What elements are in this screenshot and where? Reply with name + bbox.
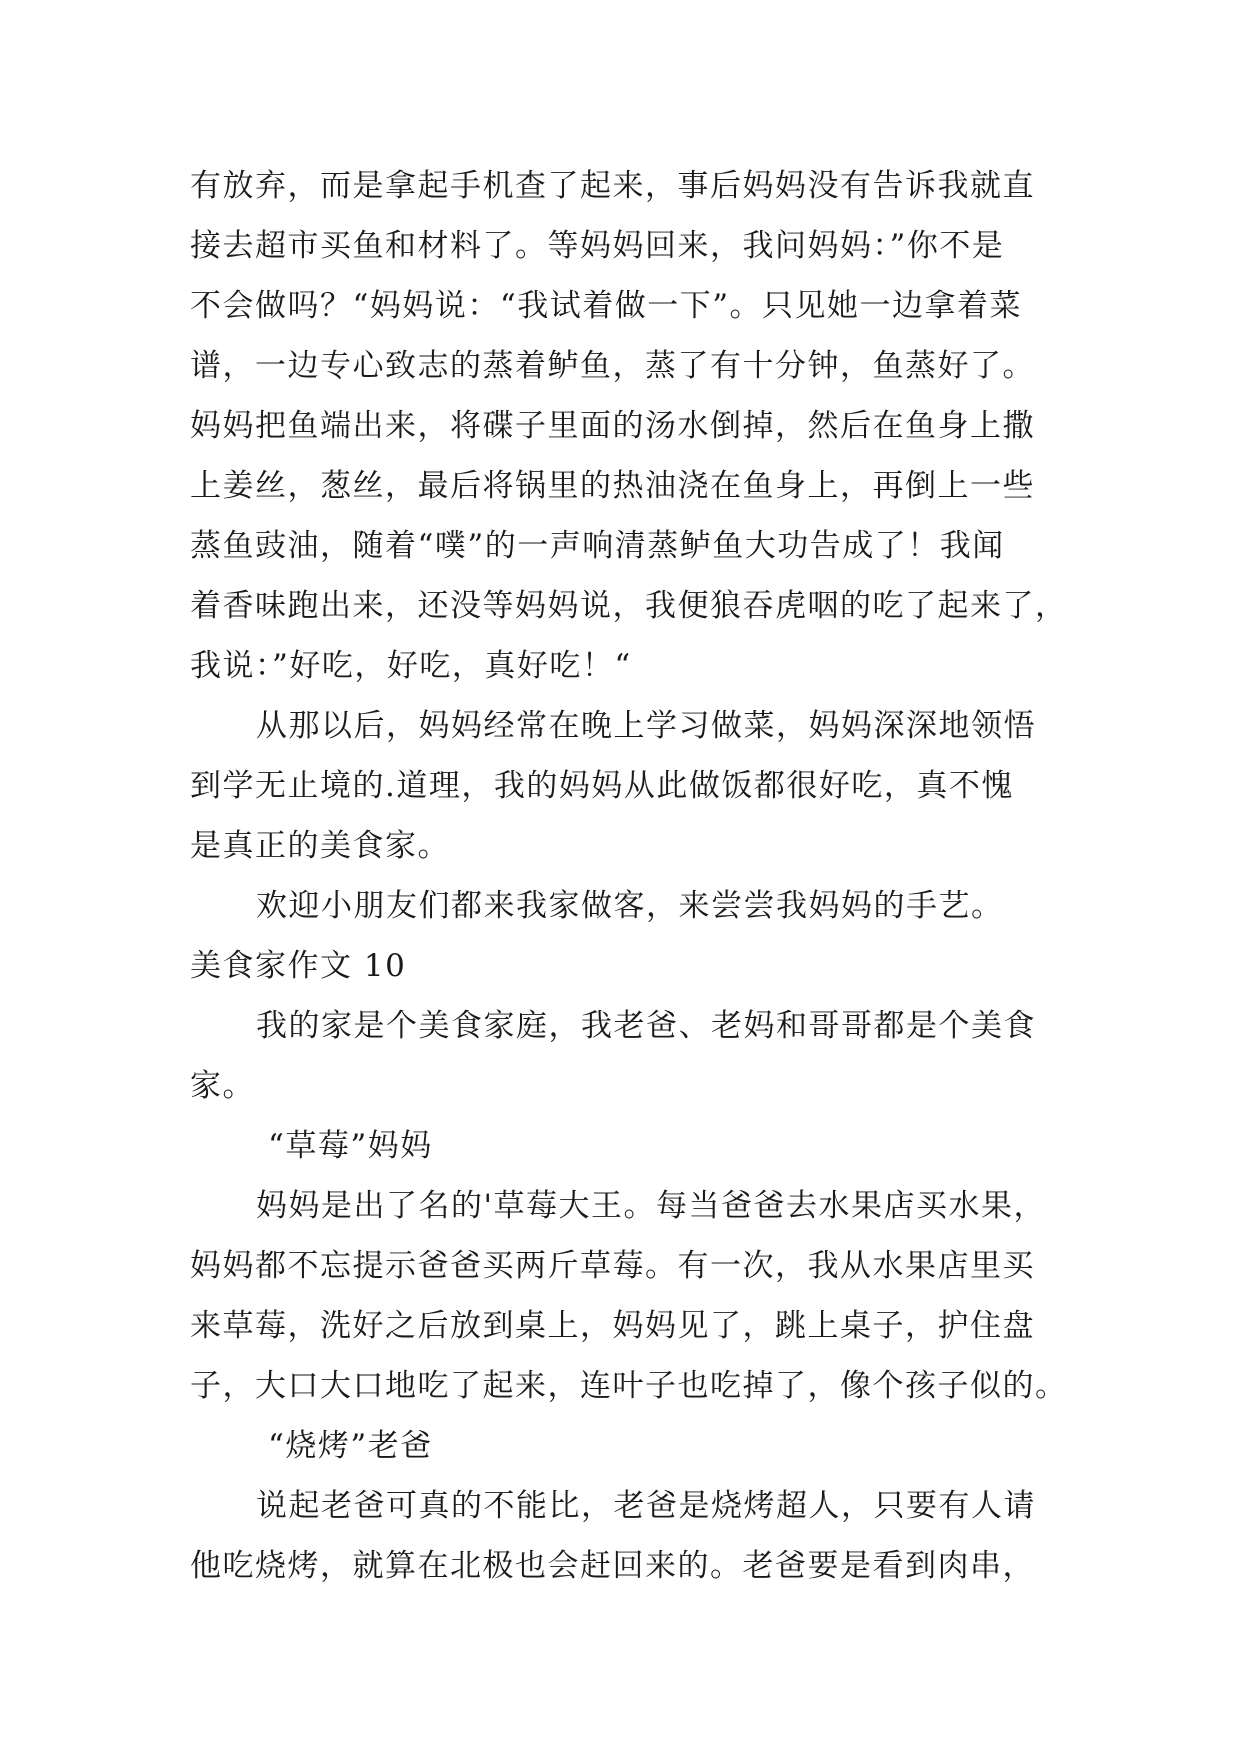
subheading: “草莓”妈妈 bbox=[268, 1128, 433, 1164]
paragraph-start: 从那以后，妈妈经常在晚上学习做菜，妈妈深深地领悟 bbox=[256, 708, 1036, 744]
text-line: 家。 bbox=[190, 1068, 255, 1104]
text-line: 接去超市买鱼和材料了。等妈妈回来，我问妈妈：”你不是 bbox=[190, 228, 1005, 264]
text-line: 有放弃，而是拿起手机查了起来，事后妈妈没有告诉我就直 bbox=[190, 168, 1035, 204]
text-line: 是真正的美食家。 bbox=[190, 828, 450, 864]
text-line: 子，大口大口地吃了起来，连叶子也吃掉了，像个孩子似的。 bbox=[190, 1368, 1068, 1404]
text-line: 谱，一边专心致志的蒸着鲈鱼，蒸了有十分钟，鱼蒸好了。 bbox=[190, 348, 1035, 384]
text-line: 不会做吗？“妈妈说：“我试着做一下”。只见她一边拿着菜 bbox=[190, 288, 1023, 324]
paragraph-start: 说起老爸可真的不能比，老爸是烧烤超人，只要有人请 bbox=[256, 1488, 1036, 1524]
document-body bbox=[190, 156, 1070, 1596]
text-line: 我说：”好吃，好吃，真好吃！“ bbox=[190, 648, 632, 684]
paragraph-start: 欢迎小朋友们都来我家做客，来尝尝我妈妈的手艺。 bbox=[256, 888, 1004, 924]
text-line: 他吃烧烤，就算在北极也会赶回来的。老爸要是看到肉串， bbox=[190, 1548, 1035, 1584]
subheading: “烧烤”老爸 bbox=[268, 1428, 433, 1464]
text-line: 到学无止境的.道理，我的妈妈从此做饭都很好吃，真不愧 bbox=[190, 768, 1014, 804]
text-line: 妈妈都不忘提示爸爸买两斤草莓。有一次，我从水果店里买 bbox=[190, 1248, 1035, 1284]
section-heading: 美食家作文 10 bbox=[190, 948, 407, 984]
text-line: 上姜丝，葱丝，最后将锅里的热油浇在鱼身上，再倒上一些 bbox=[190, 468, 1035, 504]
text-line: 妈妈把鱼端出来，将碟子里面的汤水倒掉，然后在鱼身上撒 bbox=[190, 408, 1035, 444]
paragraph-start: 我的家是个美食家庭，我老爸、老妈和哥哥都是个美食 bbox=[256, 1008, 1036, 1044]
text-line: 着香味跑出来，还没等妈妈说，我便狼吞虎咽的吃了起来了， bbox=[190, 588, 1068, 624]
text-line: 来草莓，洗好之后放到桌上，妈妈见了，跳上桌子，护住盘 bbox=[190, 1308, 1035, 1344]
paragraph-start: 妈妈是出了名的'草莓大王。每当爸爸去水果店买水果， bbox=[256, 1188, 1047, 1224]
text-line: 蒸鱼豉油，随着“噗”的一声响清蒸鲈鱼大功告成了！我闻 bbox=[190, 528, 1005, 564]
